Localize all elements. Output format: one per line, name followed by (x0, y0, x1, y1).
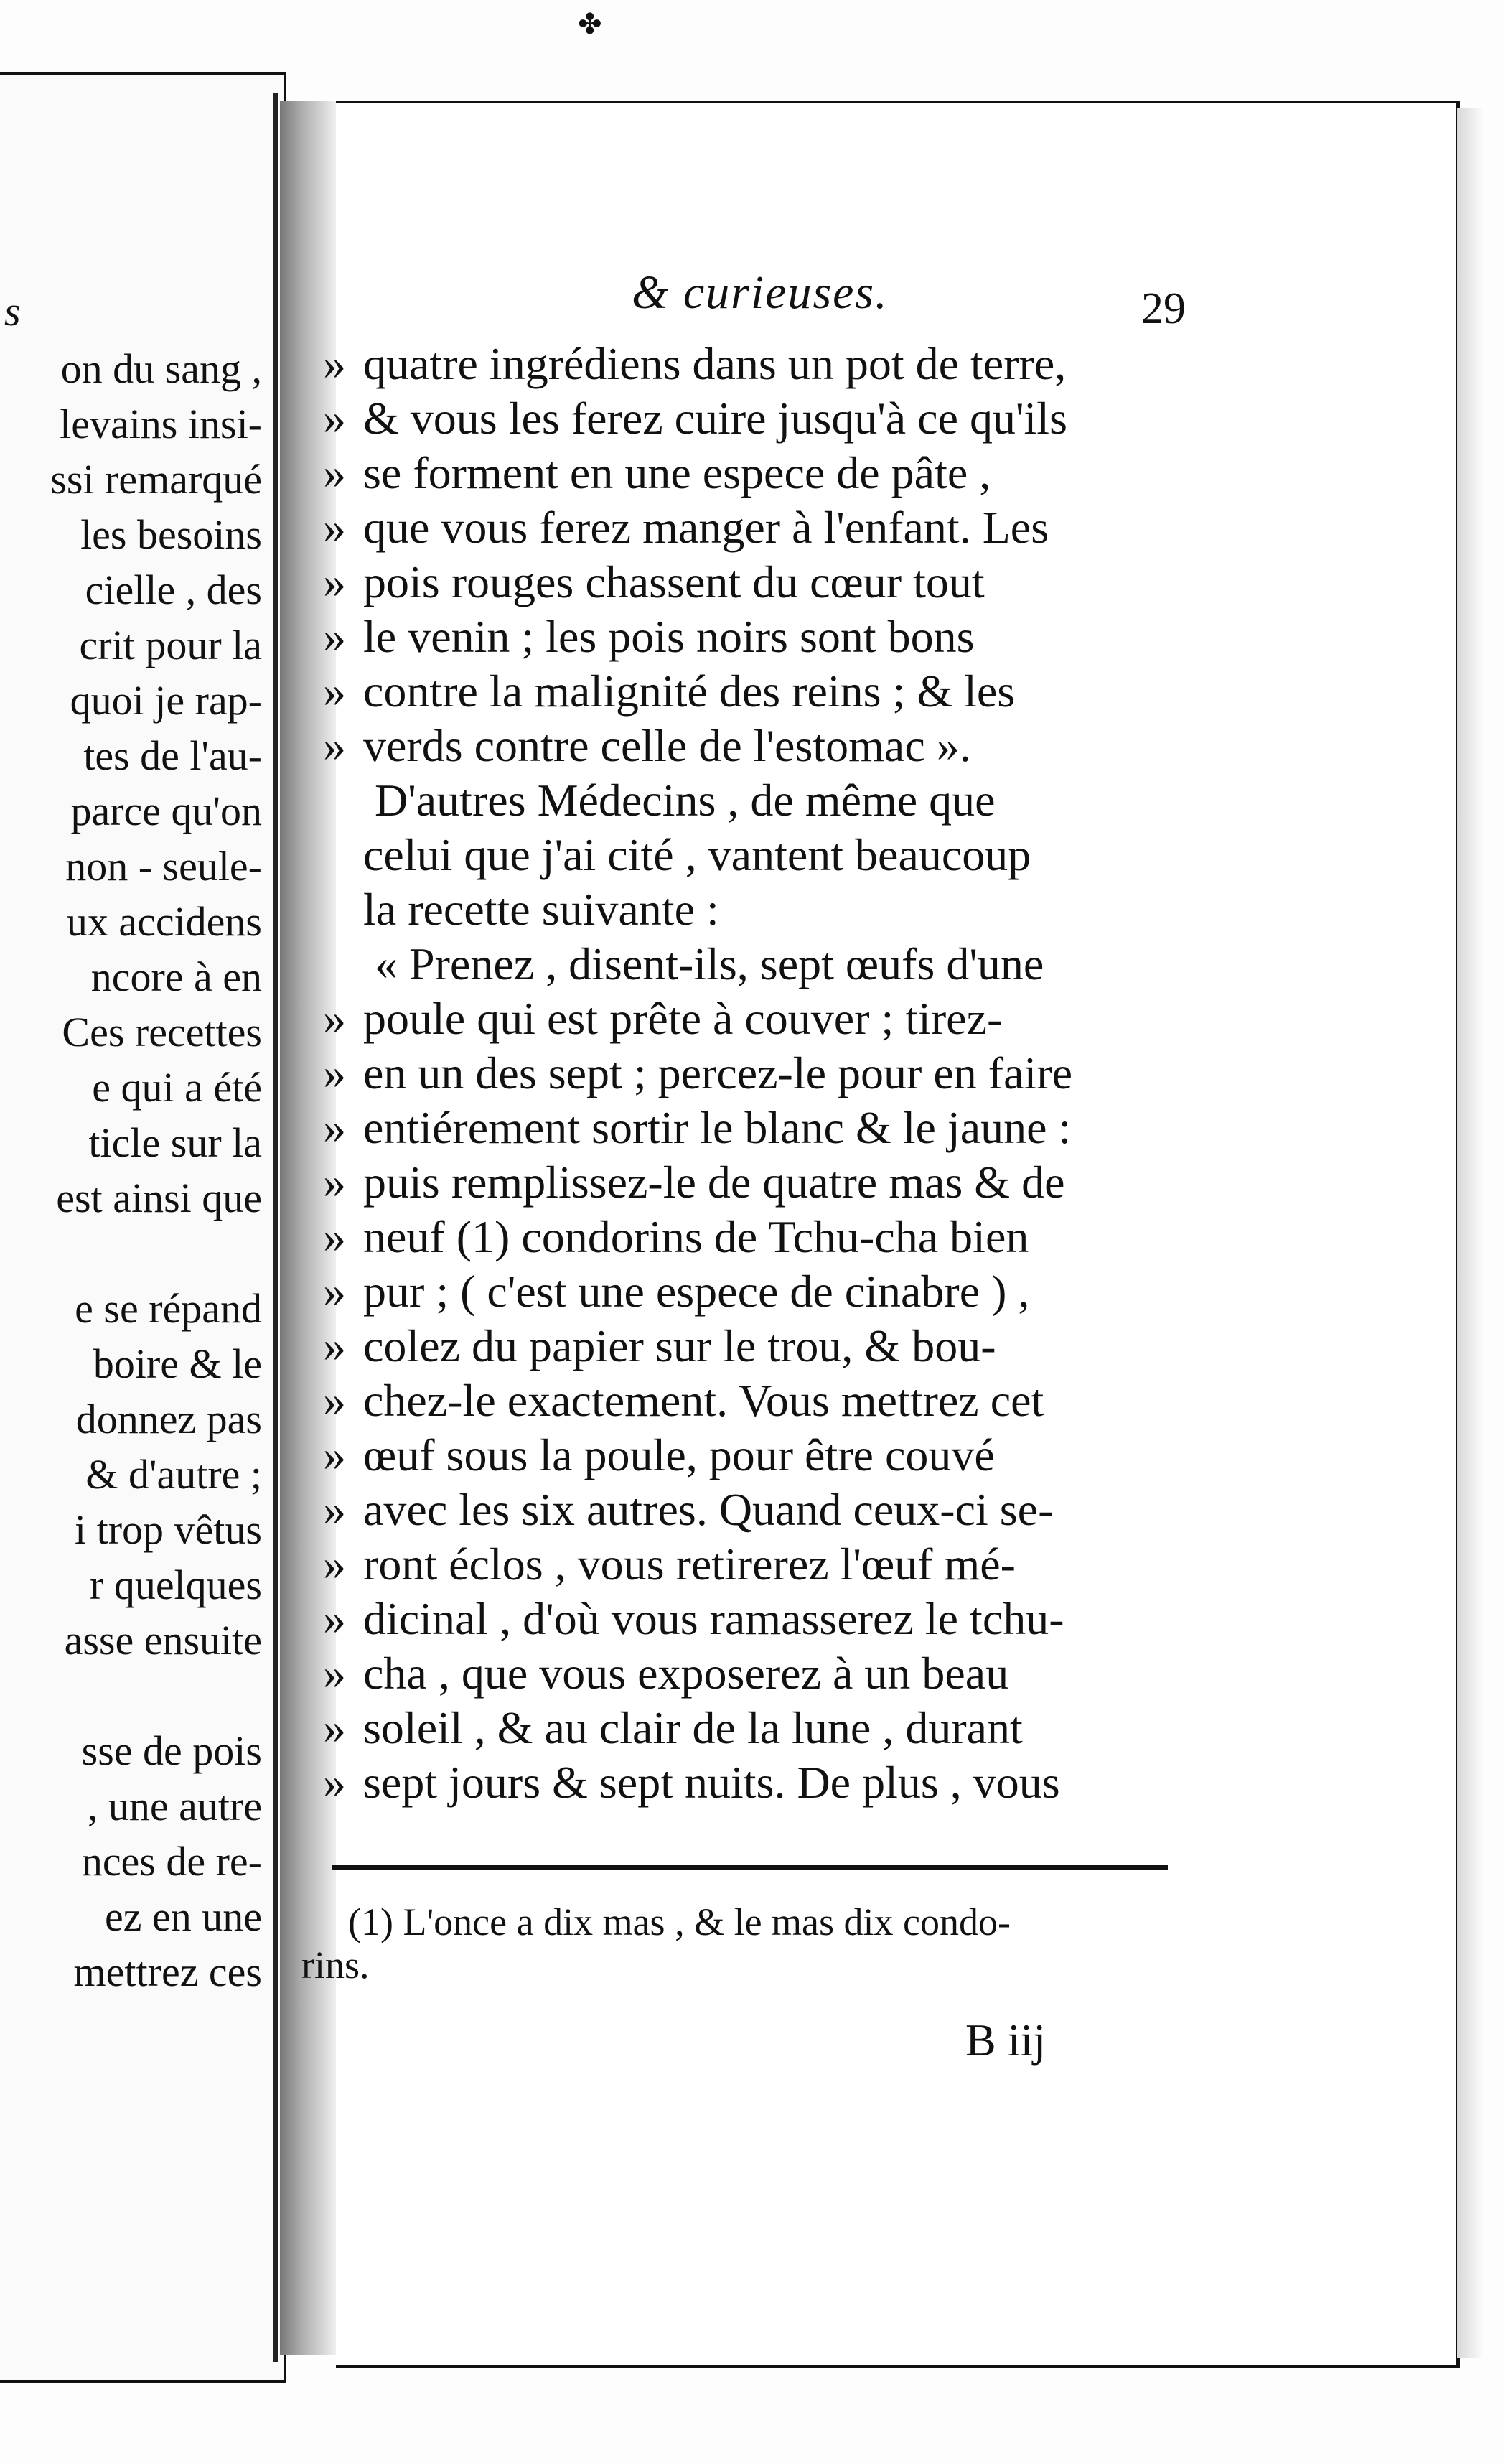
text-line (323, 1484, 1054, 1535)
line-text: poule qui est prête à couver ; tirez- (363, 993, 1003, 1044)
ornament-icon: ✤ (578, 8, 602, 40)
line-text: le venin ; les pois noirs sont bons (363, 611, 975, 662)
quote-mark: » (323, 1429, 346, 1480)
left-page-line: les besoins (80, 511, 262, 558)
quote-mark: » (323, 1047, 346, 1098)
line-text: dicinal , d'où vous ramasserez le tchu- (363, 1593, 1064, 1644)
text-line (323, 993, 1003, 1044)
quote-mark: » (323, 611, 346, 662)
quote-mark: » (323, 1702, 346, 1753)
text-line (323, 611, 975, 662)
line-text: neuf (1) condorins de Tchu-cha bien (363, 1211, 1029, 1262)
text-line (323, 1593, 1064, 1644)
line-text: que vous ferez manger à l'enfant. Les (363, 502, 1049, 553)
line-text: celui que j'ai cité , vantent beaucoup (363, 829, 1031, 880)
line-text: entiérement sortir le blanc & le jaune : (363, 1102, 1072, 1153)
text-line (323, 775, 996, 826)
footnote-line-2: rins. (301, 1943, 370, 1987)
left-page-line: i trop vêtus (75, 1506, 262, 1553)
text-line (323, 720, 971, 771)
line-text: en un des sept ; percez-le pour en faire (363, 1047, 1072, 1098)
left-page-line: est ainsi que (56, 1175, 262, 1221)
line-text: soleil , & au clair de la lune , durant (363, 1702, 1023, 1753)
line-text: colez du papier sur le trou, & bou- (363, 1320, 996, 1371)
text-line (323, 447, 991, 498)
left-page-line: mettrez ces (73, 1949, 262, 1995)
line-text: quatre ingrédiens dans un pot de terre, (363, 338, 1067, 389)
line-text: « Prenez , disent-ils, sept œufs d'une (363, 938, 1044, 989)
left-page-line: crit pour la (79, 622, 262, 668)
text-line (323, 1047, 1072, 1098)
left-page-line: & d'autre ; (85, 1451, 262, 1498)
page-number: 29 (1141, 284, 1186, 333)
left-page-line: , une autre (87, 1783, 262, 1829)
text-line (323, 1211, 1029, 1262)
left-page-line: ux accidens (66, 898, 262, 945)
text-line (323, 502, 1049, 553)
text-line (323, 1429, 995, 1480)
quote-mark: » (323, 447, 346, 498)
left-page-line: sse de pois (81, 1727, 262, 1774)
line-text: se forment en une espece de pâte , (363, 447, 991, 498)
left-page-line: boire & le (93, 1340, 262, 1387)
quote-mark: » (323, 720, 346, 771)
quote-mark: » (323, 1211, 346, 1262)
quote-mark: » (323, 1375, 346, 1426)
left-page-line: donnez pas (75, 1396, 262, 1442)
quote-mark: » (323, 1757, 346, 1808)
left-page-line: nces de re- (81, 1838, 262, 1885)
text-line (323, 666, 1016, 717)
quote-mark: » (323, 338, 346, 389)
line-text: verds contre celle de l'estomac ». (363, 720, 971, 771)
line-text: contre la malignité des reins ; & les (363, 666, 1016, 717)
left-page-line: tes de l'au- (83, 732, 262, 779)
left-page-line: non - seule- (65, 843, 262, 890)
left-page-line: ez en une (105, 1893, 262, 1940)
line-text: pur ; ( c'est une espece de cinabre ) , (363, 1266, 1030, 1317)
text-line (323, 1375, 1044, 1426)
left-page-line: r quelques (90, 1562, 262, 1608)
quote-mark: » (323, 502, 346, 553)
text-line (323, 1157, 1065, 1208)
text-line (323, 1702, 1023, 1753)
quote-mark: » (323, 1157, 346, 1208)
left-page-line: e se répand (75, 1285, 262, 1332)
running-title: & curieuses. (632, 266, 889, 319)
left-page-line: ncore à en (90, 953, 262, 1000)
left-page-line: Ces recettes (62, 1009, 262, 1055)
left-page-line: ssi remarqué (50, 456, 262, 503)
text-line (323, 1539, 1016, 1590)
left-page-line: e qui a été (92, 1064, 262, 1111)
left-page-line: asse ensuite (64, 1617, 262, 1663)
line-text: œuf sous la poule, pour être couvé (363, 1429, 995, 1480)
text-line (323, 938, 1044, 989)
text-line (323, 393, 1067, 444)
left-page-line: on du sang , (60, 345, 262, 392)
quote-mark: » (323, 556, 346, 607)
quote-mark: » (323, 1320, 346, 1371)
line-text: cha , que vous exposerez à un beau (363, 1648, 1009, 1699)
quote-mark: » (323, 1484, 346, 1535)
quote-mark: » (323, 1266, 346, 1317)
left-facing-page (0, 72, 286, 2383)
left-page-line: cielle , des (85, 566, 262, 613)
text-line (323, 1102, 1072, 1153)
quote-mark: » (323, 1539, 346, 1590)
page-edge-shadow (1457, 108, 1486, 2358)
quote-mark: » (323, 1102, 346, 1153)
line-text: sept jours & sept nuits. De plus , vous (363, 1757, 1060, 1808)
line-text: chez-le exactement. Vous mettrez cet (363, 1375, 1044, 1426)
line-text: la recette suivante : (363, 884, 719, 935)
left-page-line: parce qu'on (70, 788, 262, 834)
line-text: D'autres Médecins , de même que (363, 775, 996, 826)
quote-mark: » (323, 1648, 346, 1699)
footnote-rule (332, 1865, 1168, 1870)
line-text: & vous les ferez cuire jusqu'à ce qu'ils (363, 393, 1067, 444)
text-line (323, 1320, 996, 1371)
text-line (323, 1757, 1060, 1808)
gutter-edge (273, 93, 278, 2362)
quote-mark: » (323, 1593, 346, 1644)
quote-mark: » (323, 993, 346, 1044)
quote-mark: » (323, 393, 346, 444)
text-line (323, 556, 985, 607)
line-text: puis remplissez-le de quatre mas & de (363, 1157, 1065, 1208)
text-line (323, 829, 1031, 880)
left-page-line: quoi je rap- (70, 677, 262, 724)
text-line (323, 338, 1067, 389)
left-page-line: ticle sur la (88, 1119, 262, 1166)
left-header-fragment: s (4, 288, 21, 335)
left-page-line: levains insi- (60, 401, 262, 447)
line-text: pois rouges chassent du cœur tout (363, 556, 985, 607)
footnote-line-1: (1) L'once a dix mas , & le mas dix condo- (348, 1900, 1011, 1943)
text-line (323, 884, 719, 935)
quote-mark: » (323, 666, 346, 717)
line-text: ront éclos , vous retirerez l'œuf mé- (363, 1539, 1016, 1590)
text-line (323, 1266, 1030, 1317)
signature-mark: B iij (965, 2015, 1047, 2066)
line-text: avec les six autres. Quand ceux-ci se- (363, 1484, 1054, 1535)
text-line (323, 1648, 1009, 1699)
